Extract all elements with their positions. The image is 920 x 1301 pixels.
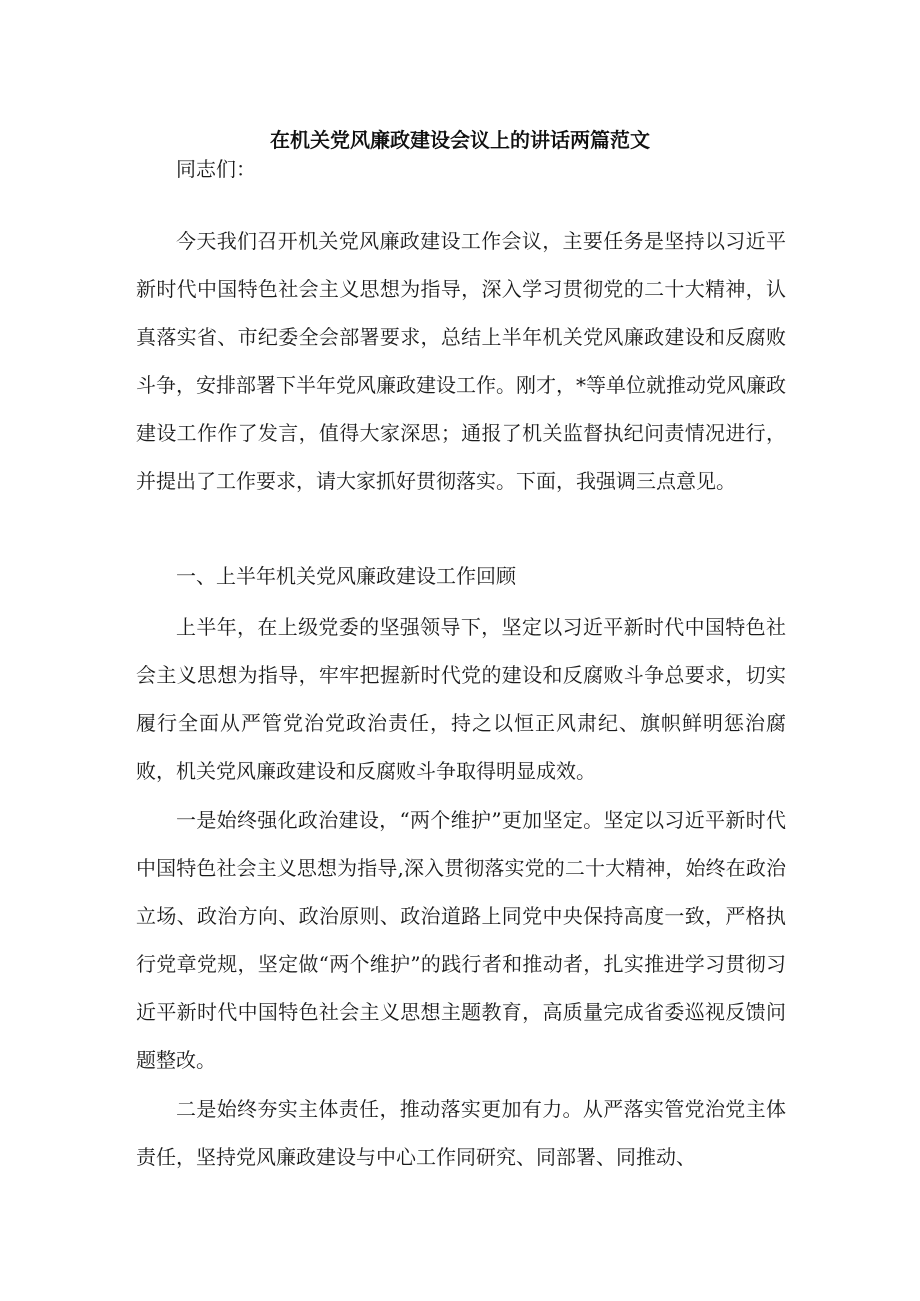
- paragraph-review: 上半年，在上级党委的坚强领导下，坚定以习近平新时代中国特色社会主义思想为指导，牢牢把握新时代党的建设和反腐败斗争总要求，切实履行全面从严管党治党政治责任，持之以恒正风肃纪、旗帜鲜明惩治腐败，机关党风廉政建设和反腐败斗争取得明显成效。: [136, 615, 786, 783]
- document-title: 在机关党风廉政建设会议上的讲话两篇范文: [270, 128, 650, 152]
- paragraph-political-building: 一是始终强化政治建设，“两个维护”更加坚定。坚定以习近平新时代中国特色社会主义思想为指导,深入贯彻落实党的二十大精神，始终在政治立场、政治方向、政治原则、政治道路上同党中央保持高度一致，严格执行党章党规，坚定做“两个维护”的践行者和推动者，扎实推进学习贯彻习近平新时代中国特色社会主义思想主题教育，高质量完成省委巡视反馈问题整改。: [136, 808, 786, 1072]
- salutation: 同志们：: [176, 157, 256, 181]
- paragraph-main-responsibility: 二是始终夯实主体责任，推动落实更加有力。从严落实管党治党主体责任，坚持党风廉政建设与中心工作同研究、同部署、同推动、: [136, 1097, 786, 1169]
- section-heading-1: 一、上半年机关党风廉政建设工作回顾: [176, 564, 516, 588]
- paragraph-opening: 今天我们召开机关党风廉政建设工作会议，主要任务是坚持以习近平新时代中国特色社会主义思想为指导，深入学习贯彻党的二十大精神，认真落实省、市纪委全会部署要求，总结上半年机关党风廉政建设和反腐败斗争，安排部署下半年党风廉政建设工作。刚才，*等单位就推动党风廉政建设工作作了发言，值得大家深思；通报了机关监督执纪问责情况进行，并提出了工作要求，请大家抓好贯彻落实。下面，我强调三点意见。: [136, 229, 786, 493]
